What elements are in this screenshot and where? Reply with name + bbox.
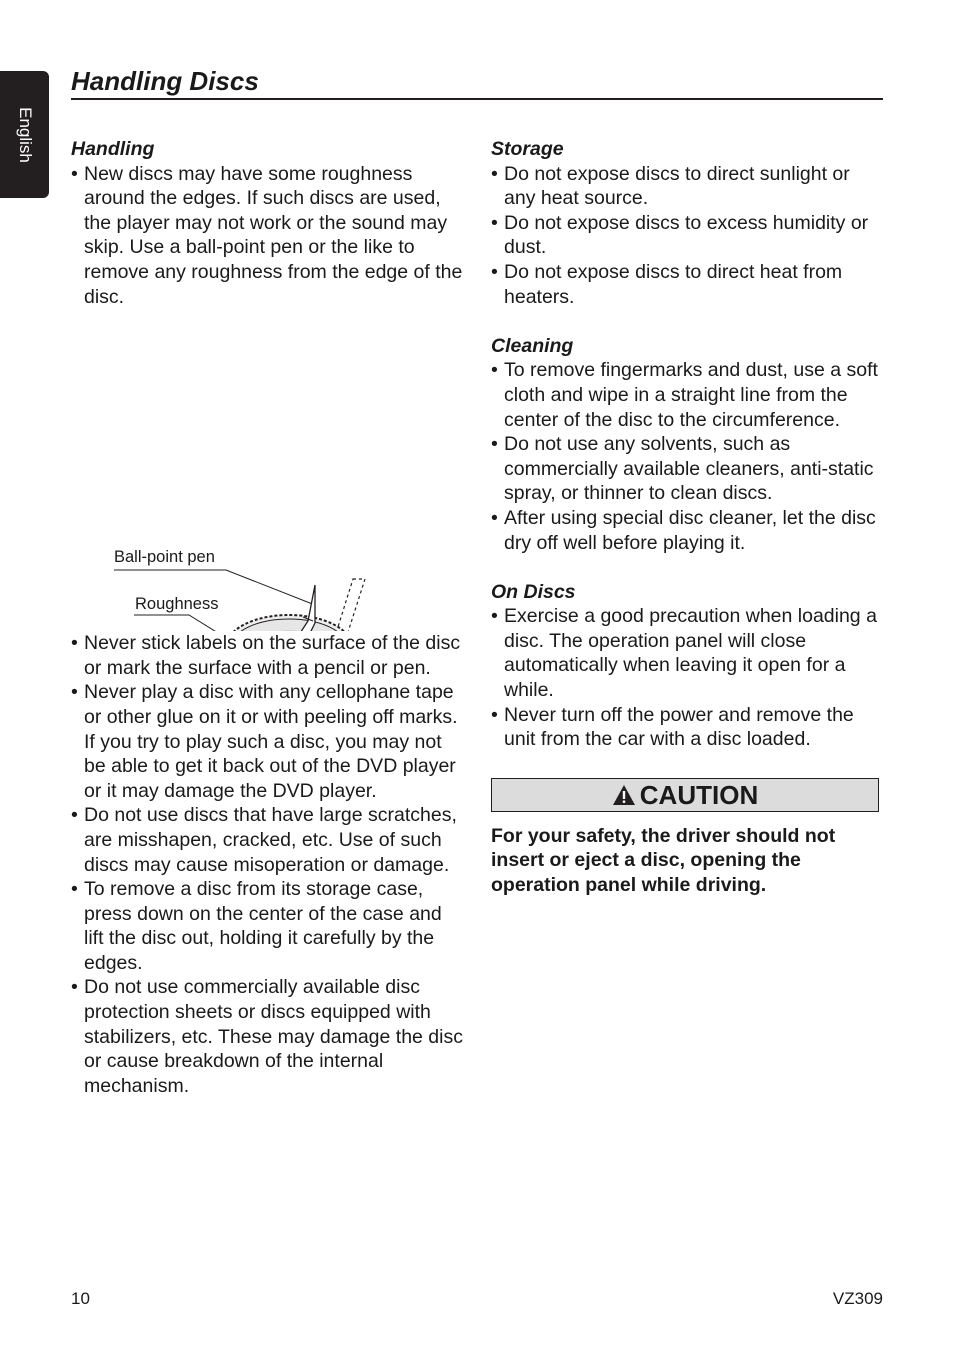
model-number: VZ309 (832, 1289, 883, 1308)
language-tab (0, 71, 49, 198)
pen-label: Ball-point pen (114, 548, 215, 567)
storage-list (491, 162, 886, 310)
page-title: Handling Discs (71, 64, 883, 100)
disc-figure (71, 309, 463, 631)
disc-illustration (71, 309, 463, 631)
cleaning-list (491, 358, 886, 555)
list-item: • Do not expose discs to direct heat from heaters. (491, 260, 886, 309)
roughness-leader-line (134, 615, 231, 631)
list-item: • Do not use discs that have large scratches, are misshapen, cracked, etc. Use of such discs may cause misoperation or damage. (71, 803, 463, 877)
cleaning-heading: Cleaning (491, 334, 574, 357)
caution-label: CAUTION (639, 779, 759, 810)
list-item: • Do not expose discs to direct sunlight or any heat source. (491, 162, 886, 211)
list-item: • Do not use commercially available disc protection sheets or discs equipped with stabilizers, etc. These may damage the disc or cause breakdown of the internal mechanism. (71, 975, 463, 1098)
language-label: English (15, 106, 35, 163)
roughness-label: Roughness (135, 595, 219, 614)
storage-heading: Storage (491, 138, 564, 160)
handling-heading: Handling (71, 138, 155, 160)
ondiscs-heading: On Discs (491, 580, 576, 603)
caution-text: For your safety, the driver should not insert or eject a disc, opening the operation panel while driving. (491, 824, 836, 897)
list-item: • To remove fingermarks and dust, use a soft cloth and wipe in a straight line from the center of the disc to the circumference. (491, 358, 886, 432)
ondiscs-list (491, 604, 886, 752)
list-item: • Never turn off the power and remove the unit from the car with a disc loaded. (491, 703, 886, 752)
list-item: • New discs may have some roughness around the edges. If such discs are used, the player may not work or the sound may skip. Use a ball-point pen or the like to remove any roughness from the edge of the disc. (71, 162, 463, 310)
caution-banner (491, 778, 879, 812)
list-item: • Do not expose discs to excess humidity or dust. (491, 211, 886, 260)
list-item: • After using special disc cleaner, let the disc dry off well before playing it. (491, 506, 886, 555)
list-item: • To remove a disc from its storage case, press down on the center of the case and lift the disc out, holding it carefully by the edges. (71, 877, 463, 975)
left-column (71, 137, 463, 1098)
list-item: • Never play a disc with any cellophane tape or other glue on it or with peeling off marks. If you try to play such a disc, you may not be able to get it back out of the DVD player or it may damage the DVD player. (71, 680, 463, 803)
right-column (491, 137, 886, 898)
handling-list (71, 162, 463, 310)
list-item: • Never stick labels on the surface of the disc or mark the surface with a pencil or pen. (71, 631, 463, 680)
page-number: 10 (71, 1289, 90, 1308)
list-item: • Exercise a good precaution when loading a disc. The operation panel will close automatically when leaving it open for a while. (491, 604, 886, 702)
more-handling-list (71, 631, 463, 1098)
list-item: • Do not use any solvents, such as commercially available cleaners, anti-static spray, or thinner to clean discs. (491, 432, 886, 506)
warning-icon (612, 784, 636, 806)
